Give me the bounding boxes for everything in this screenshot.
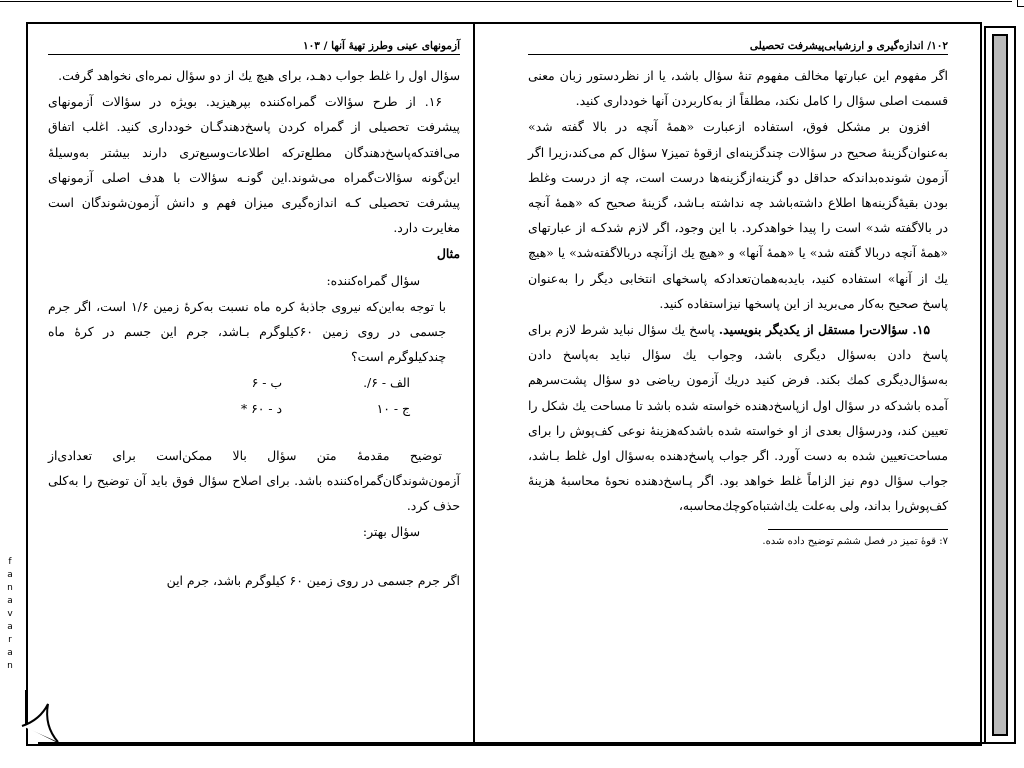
rule-15-title: ۱۵. سؤالات‌را مستقل از یکدیگر بنویسید. <box>718 322 930 338</box>
watermark-letter: r <box>8 635 12 645</box>
vertical-scrollbar[interactable] <box>984 26 1016 744</box>
watermark-letter: n <box>7 583 13 593</box>
watermark-letter: v <box>7 609 13 619</box>
watermark-letter: a <box>7 596 13 606</box>
misleading-question-label: سؤال گمراه‌کننده: <box>326 272 420 288</box>
watermark-strip <box>4 556 16 673</box>
left-page-header <box>48 34 460 55</box>
right-page-header <box>528 34 948 55</box>
footnote-text: ۷: قوهٔ تمیز در فصل ششم توضیح داده شده. <box>762 535 948 547</box>
page-curl-icon[interactable] <box>18 686 66 744</box>
footnote-divider <box>768 529 948 530</box>
right-page-body <box>528 63 948 550</box>
right-page <box>528 34 948 734</box>
left-page <box>48 34 460 734</box>
book-spine <box>473 24 475 744</box>
window-corner-mark <box>1017 0 1024 7</box>
watermark-letter: a <box>7 648 13 658</box>
example-label: مثال <box>436 246 460 262</box>
rule-15-text: پاسخ یك سؤال نباید شرط لازم برای پاسخ دادن به‌سؤال دیگری باشد، وجواب یك سؤال نباید به‌پاسخ دادن به‌سؤال‌دیگری کمك بکند. فرض کنید دریك آزمون ریاضی دو سؤال پشت‌سرهم آمده باشدکه در سؤال اول ازپاسخ‌دهنده خواسته شده باشد تا مساحت یك شکل را تعیین کند، ودرسؤال بعدی از او خواسته شده باشدکه‌هزینهٔ نوعی کف‌پوش را برای مساحت‌تعیین شده به دست آورد. اگر جواب پاسخ‌دهنده به‌سؤال اول غلط بـاشد، جواب سؤال دوم نیز الزاماً غلط خواهد بود. اگر پـاسخ‌دهنده نحوهٔ محاسبهٔ هزینهٔ کف‌پوش‌را بداند، ولی به‌علت یك‌اشتباه‌کوچك‌محاسبه، <box>528 322 948 514</box>
explanation-text: توضیح مقدمهٔ متن سؤال بالا ممکن‌است برای تعدادی‌از آزمون‌شوندگان‌گمراه‌کننده باشد. برای اصلاح سؤال فوق باید آن توضیح را به‌کلی حذف کرد. <box>48 447 460 514</box>
problem-text: با توجه به‌این‌که نیروی جاذبهٔ کره ماه نسبت به‌کرهٔ زمین ۱/۶ است، اگر جرم جسمی در روی زمین ۶۰کیلوگرم بـاشد، جرم این جسم در کرهٔ ماه چندکیلوگرم است؟ <box>48 298 447 365</box>
watermark-letter: a <box>7 570 13 580</box>
watermark-letter: a <box>7 622 13 632</box>
answer-options <box>48 370 460 420</box>
option-d: د - ۶۰ * <box>240 400 282 416</box>
book-spread <box>26 22 982 746</box>
top-border-line <box>0 1 1012 2</box>
watermark-letter: n <box>7 661 13 671</box>
right-page-header-title: ۱۰۲/ اندازه‌گیری و ارزشیابی‌پیشرفت تحصیلی <box>749 40 948 52</box>
rule-15-paragraph <box>528 317 948 519</box>
right-paragraph-2: افزون بر مشکل فوق، استفاده ازعبارت «همهٔ آنچه در بالا گفته شد» به‌عنوان‌گزینهٔ صحیح در سؤالات چندگزینه‌ای ازقوهٔ تمیز۷ سؤال کم می‌کند،زیرا اگر آزمون شونده‌بداندکه حداقل دو گزینه‌ازگزینه‌ها درست است، چه از درست وغلط بودن بقیهٔ‌گزینه‌ها اطلاع داشته‌باشد چه نداشته بـاشد، گزینهٔ صحیح که «همهٔ آنچه در بالاگفته شد» است را پیدا خواهدکرد. با این وجود، اگر لازم شدکـه از عبارتهای «همهٔ آنچه دربالا گفته شد» یا «همهٔ آنها» و «هیچ یك ازآنچه دربالاگفته‌شد» یا «هیچ یك از آنها» استفاده کنید، بایدبه‌همان‌تعدادکه پاسخهای انتخابی دیگر را به‌عنوان پاسخ صحیح به‌کار می‌برید از این پاسخها نیزاستفاده کنید. <box>528 119 949 311</box>
better-question-label: سؤال بهتر: <box>362 524 420 540</box>
scrollbar-thumb[interactable] <box>992 34 1008 736</box>
option-a: الف - ۶/. <box>363 375 410 391</box>
better-question-text: اگر جرم جسمی در روی زمین ۶۰ کیلوگرم باشد، جرم این <box>166 572 460 588</box>
left-paragraph-2: ۱۶. از طرح سؤالات گمراه‌کننده بپرهیزید. بویژه در سؤالات آزمونهای پیشرفت تحصیلی از گمراه کردن پاسخ‌دهندگـان خودداری کنید. اغلب اتفاق می‌افتدکه‌پاسخ‌دهندگان مطلع‌ترکه اطلاعات‌وسیع‌تری دارند بیشتر به‌وسیلهٔ این‌گونه سؤالات‌گمراه می‌شوند.این گونـه سؤالات با هدف اصلی آزمونهای پیشرفت تحصیلی کـه اندازه‌گیری میزان فهم و دانش آزمون‌شوندگان است مغایرت دارد. <box>48 94 460 236</box>
left-page-body <box>48 63 460 593</box>
right-paragraph-1: اگر مفهوم این عبارتها مخالف مفهوم تنهٔ سؤال باشد، یا از نظردستور زبان معنی قسمت اصلی سؤال را کامل نکند، مطلقاً از به‌کاربردن آنها خودداری کنید. <box>528 68 948 109</box>
option-b: ب - ۶ <box>251 375 282 391</box>
book-bottom-edge <box>38 742 984 744</box>
option-c: ج - ۱۰ <box>376 400 410 416</box>
watermark-letter: f <box>8 557 12 567</box>
left-paragraph-1: سؤال اول را غلط جواب دهـد، برای هیچ یك از دو سؤال نمره‌ای نخواهد گرفت. <box>58 68 460 83</box>
left-page-header-title: آزمونهای عینی وطرز تهیهٔ آنها / ۱۰۳ <box>303 40 460 52</box>
